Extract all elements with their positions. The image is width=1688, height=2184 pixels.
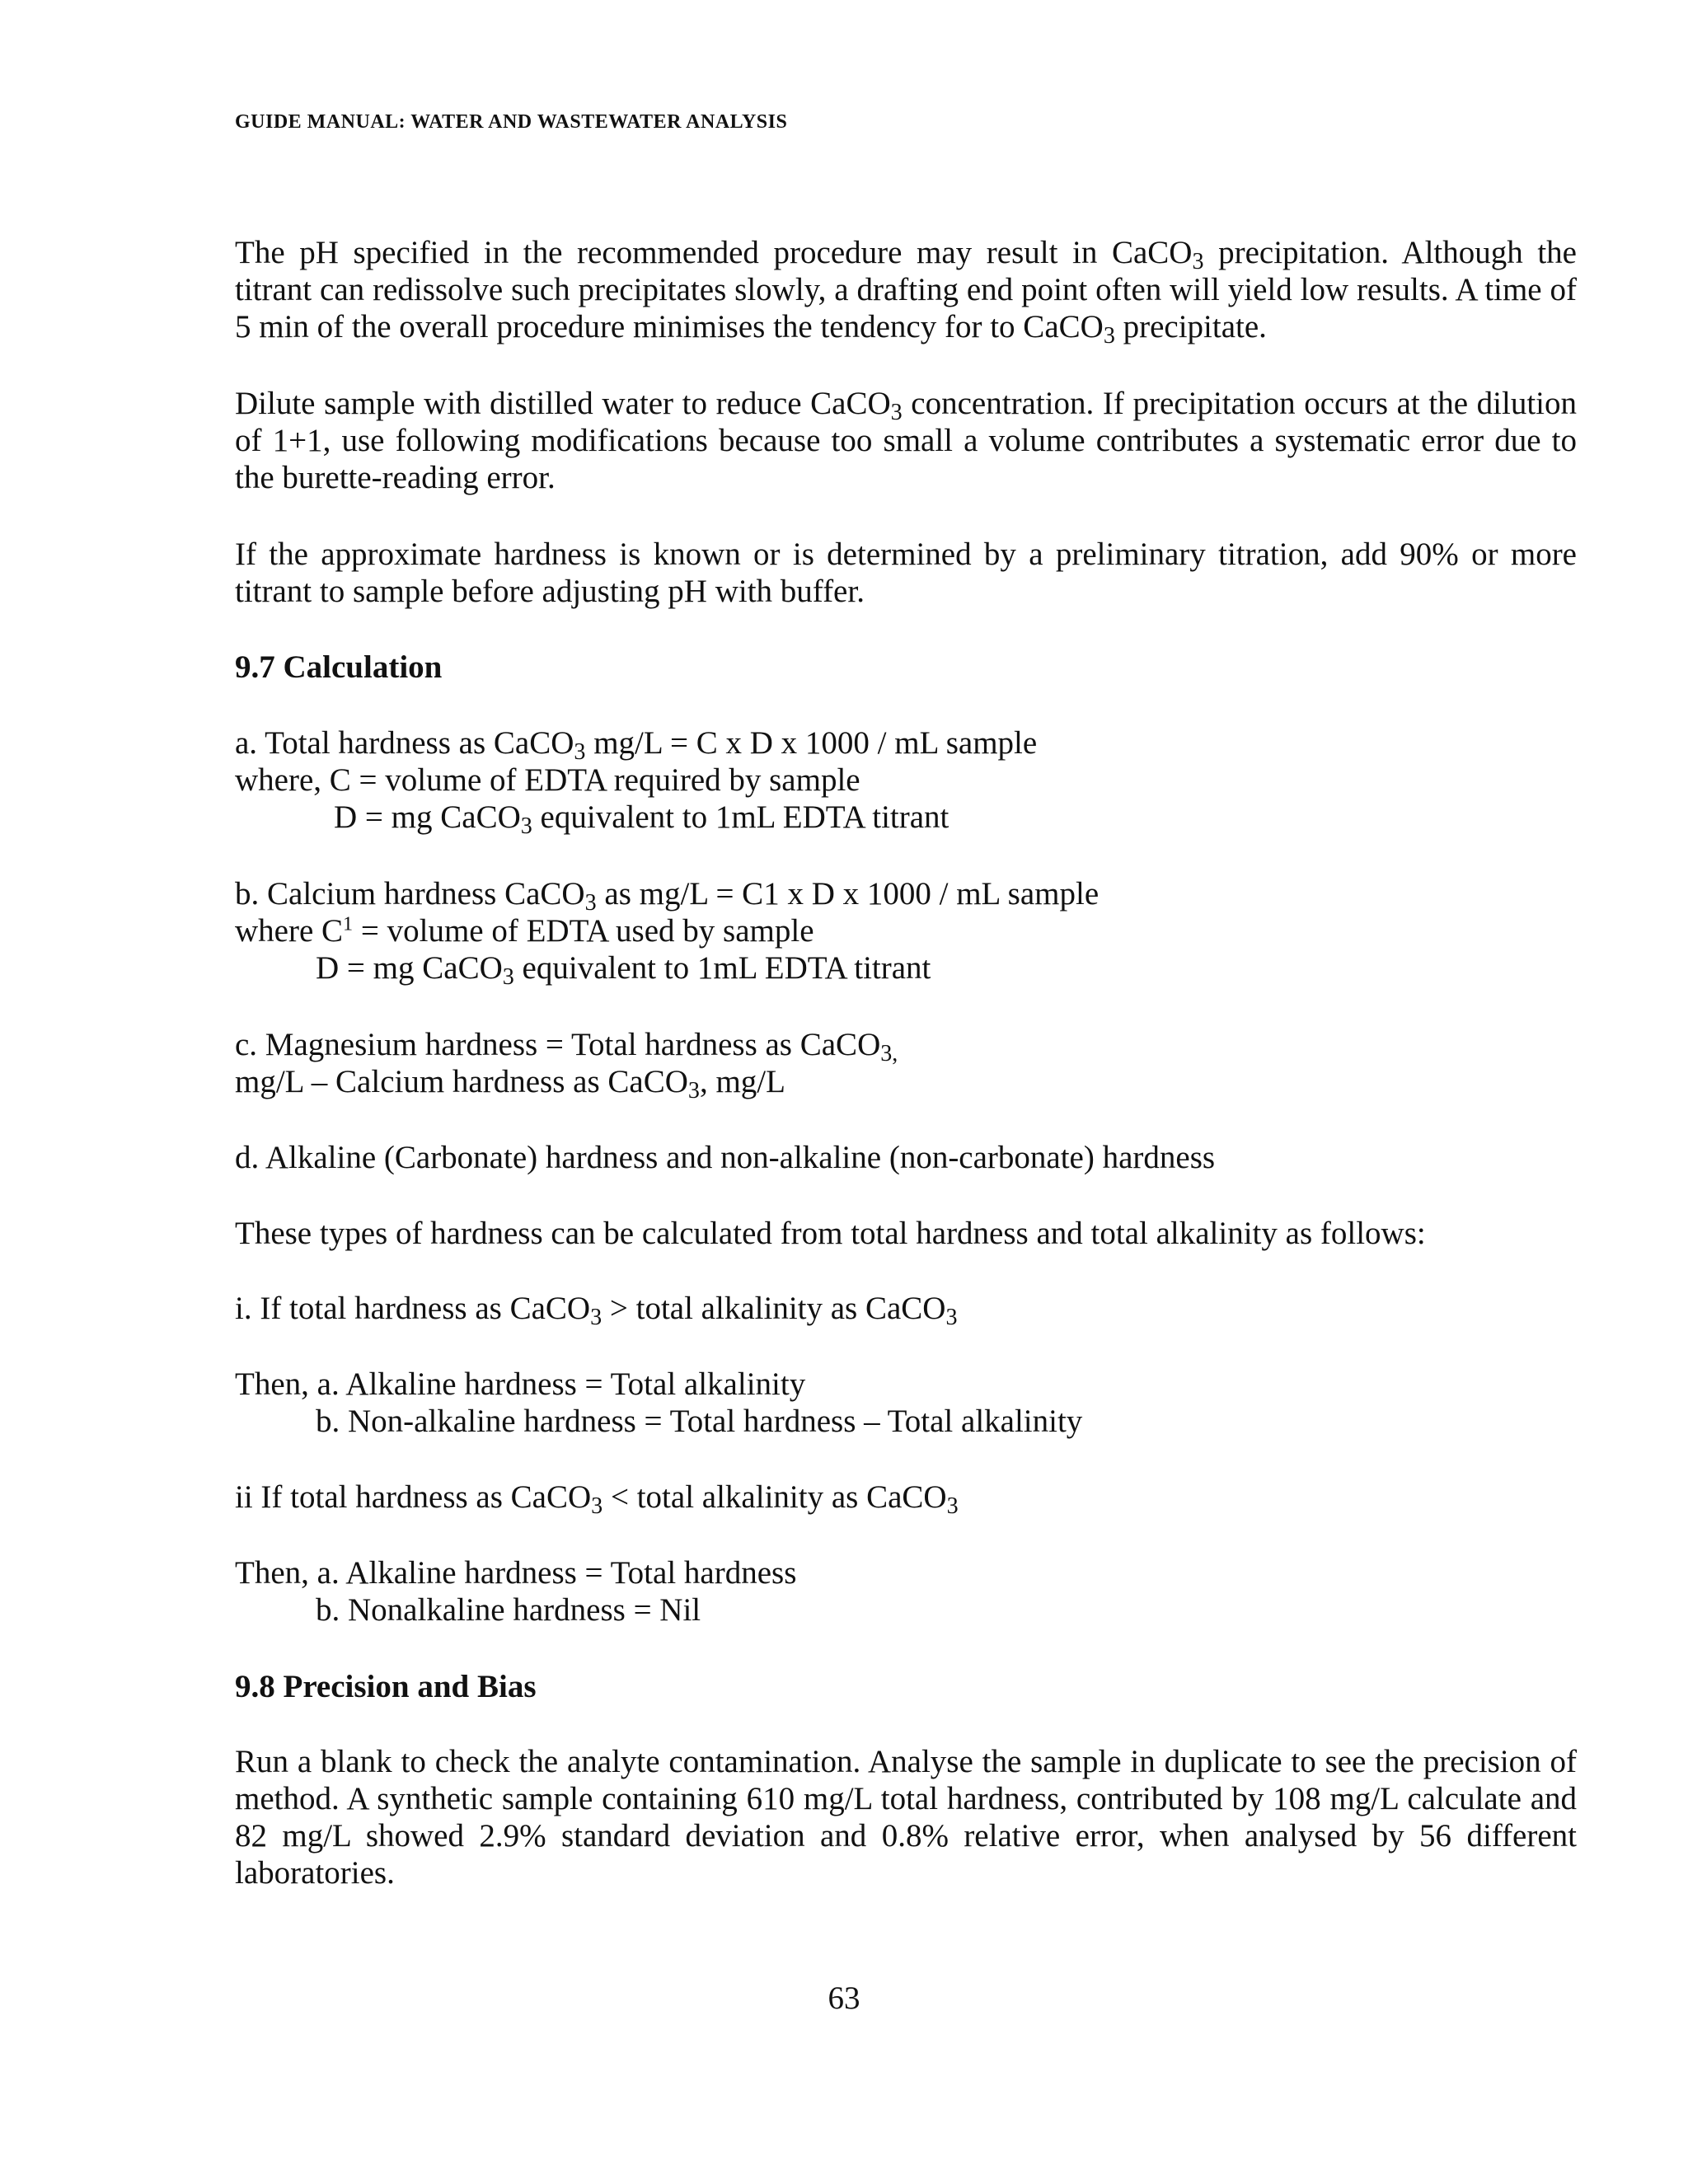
formula-magnesium-hardness	[235, 1026, 1577, 1104]
text-run: mg/L – Calcium hardness as CaCO	[235, 1064, 688, 1099]
text-run: b. Non-alkaline hardness = Total hardness – Total alkalinity	[316, 1404, 1083, 1439]
text-run: concentration. If precipitation occurs at the dilution of 1+1, use following modifications because too small a volume contributes a systematic error due to the burette-reading error.	[235, 386, 1577, 495]
text-run: Then, a. Alkaline hardness = Total alkalinity	[235, 1366, 806, 1402]
subscript: 3	[591, 1493, 603, 1520]
paragraph-approximate-hardness: If the approximate hardness is known or is determined by a preliminary titration, add 90% or more titrant to sample before adjusting pH with buffer.	[235, 537, 1577, 609]
subscript: 3	[1103, 323, 1115, 349]
text-run: precipitate.	[1114, 309, 1267, 344]
text-run: mg/L = C x D x 1000 / mL sample	[585, 725, 1038, 761]
formula-calcium-hardness	[235, 875, 1577, 991]
subscript: 3	[520, 813, 532, 840]
superscript: 1	[343, 912, 354, 935]
text-run: D = mg CaCO	[334, 799, 521, 835]
paragraph-hardness-types: These types of hardness can be calculated from total hardness and total alkalinity as follows:	[235, 1216, 1426, 1251]
running-header: GUIDE MANUAL: WATER AND WASTEWATER ANALYSIS	[235, 111, 788, 133]
text-run: a. Total hardness as CaCO	[235, 725, 574, 761]
text-run: b. Nonalkaline hardness = Nil	[316, 1592, 701, 1628]
text-run: < total alkalinity as CaCO	[603, 1479, 947, 1515]
subscript: 3,	[880, 1041, 898, 1067]
text-run: = volume of EDTA used by sample	[353, 913, 814, 949]
section-heading-precision-bias: 9.8 Precision and Bias	[235, 1669, 537, 1704]
formula-total-hardness	[235, 724, 1577, 840]
case-i-results	[235, 1366, 1577, 1440]
subscript: 3	[590, 1305, 603, 1331]
text-run: equivalent to 1mL EDTA titrant	[513, 950, 931, 986]
case-ii-condition	[235, 1479, 1577, 1520]
section-heading-calculation: 9.7 Calculation	[235, 649, 443, 685]
page-number: 63	[828, 1980, 860, 2016]
case-i-condition	[235, 1290, 1577, 1331]
text-run: b. Calcium hardness CaCO	[235, 876, 585, 912]
text-run: where C	[235, 913, 344, 949]
case-ii-results	[235, 1554, 1577, 1629]
text-run: where, C = volume of EDTA required by sample	[235, 762, 860, 798]
text-run: ii If total hardness as CaCO	[235, 1479, 592, 1515]
subscript: 3	[584, 890, 597, 916]
text-run: Dilute sample with distilled water to reduce CaCO	[235, 386, 891, 421]
subscript: 3	[502, 964, 514, 991]
subscript: 3	[687, 1078, 700, 1104]
text-run: equivalent to 1mL EDTA titrant	[532, 799, 950, 835]
subscript: 3	[574, 739, 586, 766]
formula-alkaline-hardness: d. Alkaline (Carbonate) hardness and non-alkaline (non-carbonate) hardness	[235, 1140, 1216, 1175]
text-run: c. Magnesium hardness = Total hardness as CaCO	[235, 1027, 881, 1062]
subscript: 3	[890, 400, 903, 426]
paragraph-ph-precipitation	[235, 234, 1577, 349]
text-run: as mg/L = C1 x D x 1000 / mL sample	[596, 876, 1100, 912]
subscript: 3	[1192, 249, 1204, 275]
text-run: i. If total hardness as CaCO	[235, 1291, 591, 1326]
paragraph-precision: Run a blank to check the analyte contamination. Analyse the sample in duplicate to see the precision of method. A synthetic sample containing 610 mg/L total hardness, contributed by 108 mg/L calculate and 82 mg/L showed 2.9% standard deviation and 0.8% relative error, when analysed by 56 different laboratories.	[235, 1744, 1577, 1891]
text-run: precipitation. Although the titrant can redissolve such precipitates slowly, a drafting end point often will yield low results. A time of 5 min of the overall procedure minimises the tendency for to CaCO	[235, 235, 1577, 344]
text-run: D = mg CaCO	[316, 950, 503, 986]
text-run: , mg/L	[699, 1064, 785, 1099]
text-run: > total alkalinity as CaCO	[602, 1291, 946, 1326]
subscript: 3	[946, 1493, 959, 1520]
text-run: The pH specified in the recommended procedure may result in CaCO	[235, 235, 1193, 270]
paragraph-dilute-sample	[235, 385, 1577, 496]
text-run: Then, a. Alkaline hardness = Total hardness	[235, 1555, 797, 1591]
subscript: 3	[945, 1305, 958, 1331]
